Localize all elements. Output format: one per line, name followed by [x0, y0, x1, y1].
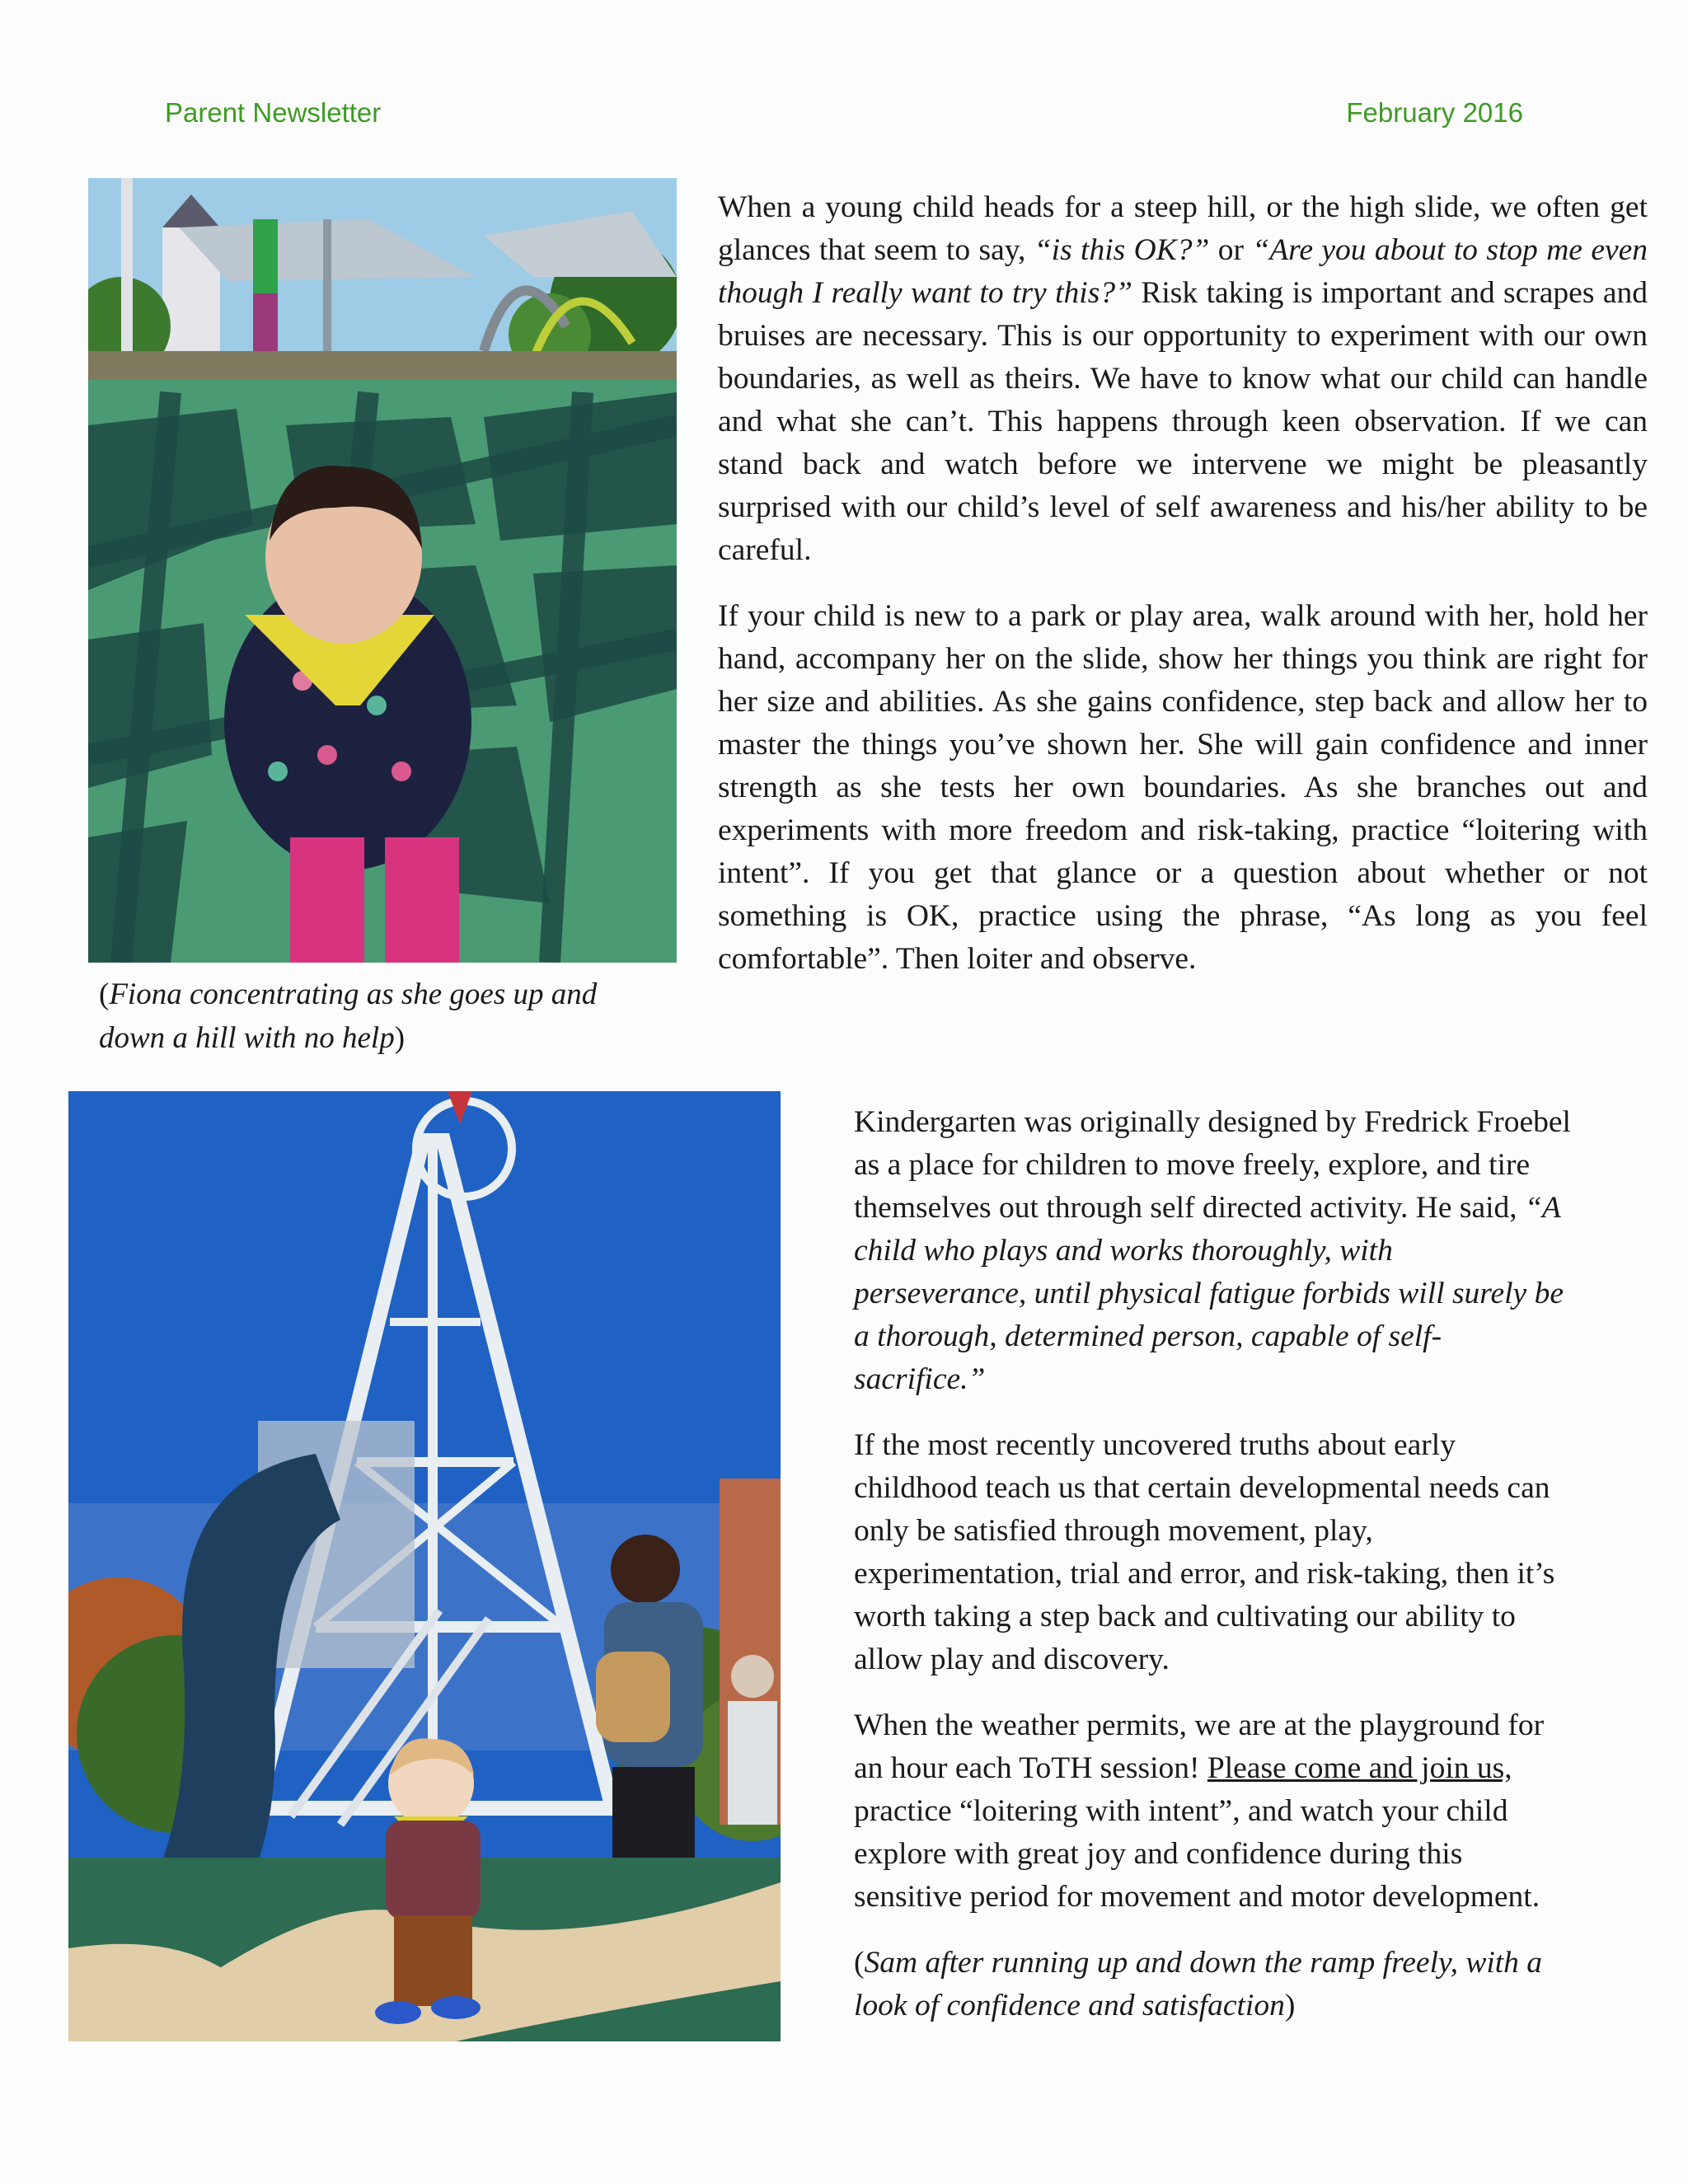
- article-kindergarten: [854, 1101, 1571, 2050]
- photo-caption-sam: (Sam after running up and down the ramp freely, with a look of confidence and satisfaction): [854, 1946, 1543, 2022]
- paragraph: When the weather permits, we are at the playground for an hour each ToTH session! Please come and join us, practice “loitering with intent”, and watch your child explore with great joy and confidence during this sensitive period for movement and motor development.: [854, 1708, 1545, 1914]
- join-us-link[interactable]: Please come and join us,: [1207, 1751, 1512, 1785]
- newsletter-title: Parent Newsletter: [165, 97, 382, 128]
- photo-caption-fiona: (Fiona concentrating as she goes up and down a hill with no help): [99, 977, 598, 1055]
- paragraph: When a young child heads for a steep hill, or the high slide, we often get glances that seem to say, “is this OK?” or “Are you about to stop me even though I really want to try this?” Risk taking is important and scrapes and bruises are necessary. This is our opportunity to experiment with our own boundaries, as well as theirs. We have to know what our child can handle and what she can’t. This happens through keen observation. If we can stand back and watch before we intervene we might be pleasantly surprised with our child’s level of self awareness and his/her ability to be careful.: [718, 190, 1648, 567]
- toddler-playground-photo: [88, 178, 677, 963]
- paragraph: If the most recently uncovered truths about early childhood teach us that certain developmental needs can only be satisfied through movement, play, experimentation, trial and error, and risk-taking, then it’s worth taking a step back and cultivating our ability to allow play and discovery.: [854, 1428, 1555, 1676]
- paragraph: If your child is new to a park or play area, walk around with her, hold her hand, accompany her on the slide, show her things you think are right for her size and abilities. As she gains confidence, step back and allow her to master the things you’ve shown her. She will gain confidence and inner strength as she tests her own boundaries. As she branches out and experiments with more freedom and risk-taking, practice “loitering with intent”. If you get that glance or a question about whether or not something is OK, practice using the phrase, “As long as you feel comfortable”. Then loiter and observe.: [718, 599, 1648, 976]
- paragraph: Kindergarten was originally designed by Fredrick Froebel as a place for children to move freely, explore, and tire themselves out through self directed activity. He said, “A child who plays and works thoroughly, with perseverance, until physical fatigue forbids will surely be a thorough, determined person, capable of self-sacrifice.”: [854, 1105, 1571, 1396]
- newsletter-date: February 2016: [1346, 97, 1523, 128]
- windmill-playground-photo: [68, 1091, 781, 2041]
- article-risk-taking: [718, 186, 1648, 1004]
